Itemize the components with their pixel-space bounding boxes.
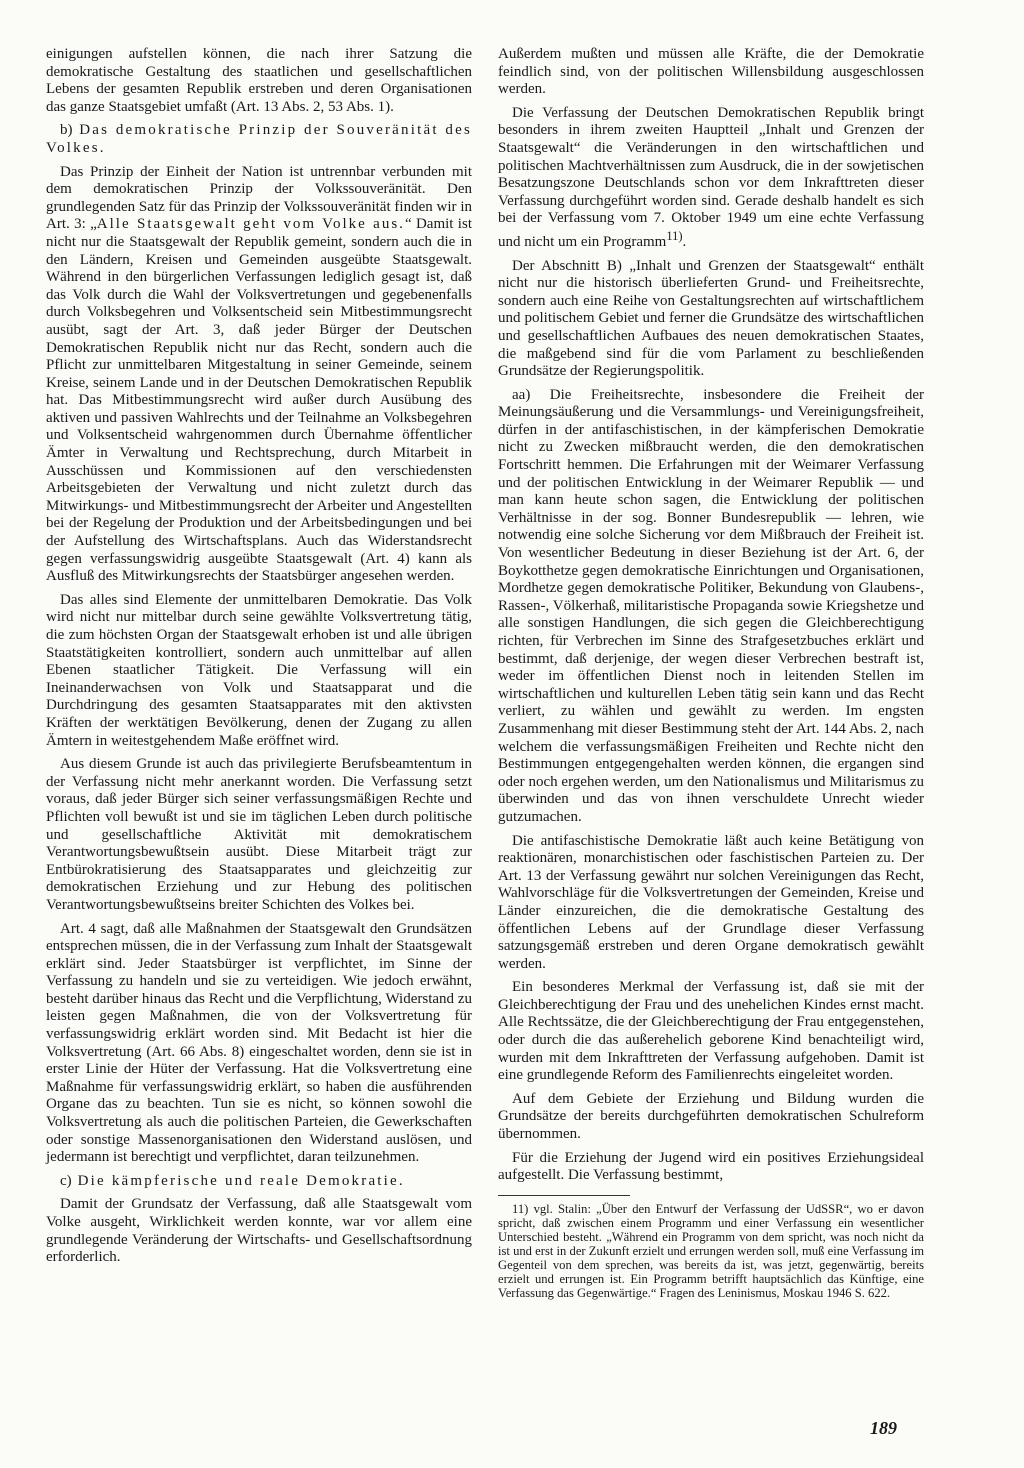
- paragraph: Auf dem Gebiete der Erziehung und Bildung wurden die Grundsätze der bereits durchgeführten demokratischen Schulreform übernommen.: [498, 1090, 924, 1143]
- section-heading-text: Die kämpferische und reale Demokratie.: [77, 1172, 405, 1189]
- section-heading-label: b): [60, 122, 73, 139]
- paragraph: Art. 4 sagt, daß alle Maßnahmen der Staatsgewalt den Grundsätzen entsprechen müssen, die in der Verfassung zum Inhalt der Staatsgewalt erklärt sind. Jeder Staatsbürger ist verpflichtet, im Sinne der Verfassung zu handeln und sie zu verteidigen. Wie jedoch erwähnt, besteht darüber hinaus das Recht und die Verpflichtung, Widerstand zu leisten gegen Maßnahmen, die von der Volksvertretung für verfassungswidrig erklärt worden sind. Mit Bedacht ist hier die Volksvertretung (Art. 66 Abs. 8) eingeschaltet worden, denn sie ist in erster Linie der Hüter der Verfassung. Hat die Volksvertretung eine Maßnahme für verfassungswidrig erklärt, so haben die ausführenden Organe das zu beachten. Tun sie es nicht, so können sowohl die Volksvertretung als auch die politischen Parteien, die Gewerkschaften oder sonstige Massenorganisationen den Widerstand auslösen, und jedermann ist berechtigt und verpflichtet, daran teilzunehmen.: [46, 920, 472, 1166]
- paragraph: Außerdem mußten und müssen alle Kräfte, die der Demokratie feindlich sind, von der politischen Willensbildung ausgeschlossen werden.: [498, 46, 924, 98]
- text-run: Das Prinzip der Einheit der Nation ist untrennbar verbunden mit dem demokratischen Prinzip der Volkssouveränität. Den grundlegenden Satz für das Prinzip der Volkssouveränität finden wir in Art. 3: „: [46, 163, 472, 233]
- paragraph: einigungen aufstellen können, die nach ihrer Satzung die demokratische Gestaltung des staatlichen und gesellschaftlichen Lebens der gesamten Republik erstreben und deren Organisationen das ganze Staatsgebiet umfaßt (Art. 13 Abs. 2, 53 Abs. 1).: [46, 46, 472, 115]
- section-heading-b: [46, 122, 472, 157]
- left-column: [46, 46, 472, 1267]
- page-number: 189: [870, 1418, 897, 1438]
- paragraph: Die antifaschistische Demokratie läßt auch keine Betätigung von reaktionären, monarchistischen oder faschistischen Parteien zu. Der Art. 13 der Verfassung gewährt nur solchen Vereinigungen das Recht, Wahlvorschläge für die Volksvertretungen der Gemeinden, Kreise und Länder einzureichen, die die demokratische Gestaltung des öffentlichen Lebens auf der Grundlage dieser Verfassung satzungsgemäß erstreben und deren Organe demokratisch gewählt werden.: [498, 832, 924, 972]
- footnote-divider: [498, 1195, 630, 1196]
- right-column: [498, 46, 924, 1300]
- paragraph: aa) Die Freiheitsrechte, insbesondere die Freiheit der Meinungsäußerung und die Versammlungs- und Vereinigungsfreiheit, dürfen in der antifaschistischen, in der kämpferischen Demokratie nicht zu Zwecken mißbraucht werden, die den demokratischen Fortschritt hemmen. Die Erfahrungen mit der Weimarer Verfassung und der politischen Entwicklung in der Weimarer Republik — und man kann heute schon sagen, die Entwicklung der politischen Verhältnisse in der sog. Bonner Bundesrepublik — lehren, wie notwendig eine solche Sicherung vor dem Mißbrauch der Freiheit ist. Von wesentlicher Bedeutung in dieser Beziehung ist der Art. 6, der Boykotthetze gegen demokratische Einrichtungen und Organisationen, Mordhetze gegen demokratische Politiker, Bekundung von Glaubens-, Rassen-, Völkerhaß, militaristische Propaganda sowie Kriegshetze und alle sonstigen Handlungen, die sich gegen die Gleichberechtigung richten, für Verbrechen im Sinne des Strafgesetzbuches erklärt und bestimmt, daß derjenige, der wegen dieser Verbrechen bestraft ist, weder im öffentlichen Dienst noch in leitenden Stellen im wirtschaftlichen und kulturellen Leben tätig sein kann und das Recht verliert, zu wählen und gewählt zu werden. Im engsten Zusammenhang mit dieser Bestimmung steht der Art. 144 Abs. 2, nach welchem die verfassungsmäßigen Freiheiten und Rechte nicht den Bestimmungen entgegengehalten werden können, die ergangen sind oder noch ergehen werden, um den Nationalismus und Militarismus zu überwinden und das von ihnen verschuldete Unrecht wieder gutzumachen.: [498, 386, 924, 825]
- paragraph: [46, 164, 472, 586]
- footnote-reference: 11): [666, 228, 683, 243]
- paragraph: Aus diesem Grunde ist auch das privilegierte Berufsbeamtentum in der Verfassung nicht mehr anerkannt worden. Die Verfassung setzt voraus, daß jeder Bürger sich seiner verfassungsmäßigen Rechte und Pflichten voll bewußt ist und sie im täglichen Leben durch politische und gesellschaftliche Aktivität mit demokratischem Verantwortungsbewußtsein ausübt. Diese Mitarbeit trägt zur Entbürokratisierung des Staatsapparates und gleichzeitig zur demokratischen Erziehung und zur Hebung des politischen Verantwortungsbewußtseins breiter Schichten des Volkes bei.: [46, 756, 472, 913]
- paragraph: Damit der Grundsatz der Verfassung, daß alle Staatsgewalt vom Volke ausgeht, Wirklichkeit werden konnte, war vor allem eine grundlegende Veränderung der Wirtschafts- und Gesellschaftsordnung erforderlich.: [46, 1196, 472, 1266]
- paragraph: [498, 105, 924, 252]
- section-heading-c: [46, 1173, 472, 1191]
- footnote: 11) vgl. Stalin: „Über den Entwurf der Verfassung der UdSSR“, wo er davon spricht, daß zwischen einem Programm und einer Verfassung ein wesentlicher Unterschied besteht. „Während ein Programm von dem spricht, was noch nicht da ist und erst in der Zukunft erzielt und errungen werden soll, muß eine Verfassung im Gegenteil von dem sprechen, was bereits da ist, was jetzt, gegenwärtig, bereits erzielt und errungen ist. Ein Programm betrifft hauptsächlich das Künftige, eine Verfassung das Gegenwärtige.“ Fragen des Leninismus, Moskau 1946 S. 622.: [498, 1201, 924, 1300]
- section-heading-text: Das demokratische Prinzip der Souveränität des Volkes.: [46, 122, 472, 156]
- section-heading-label: c): [60, 1172, 72, 1189]
- text-run: “ Damit ist nicht nur die Staatsgewalt der Republik gemeint, sondern auch die in den Ländern, Kreisen und Gemeinden ausgeübte Staatsgewalt. Während in den bürgerlichen Verfassungen lediglich gesagt ist, daß das Volk durch die Wahl der Volksvertretungen und gegebenenfalls durch Volksbegehren und Volksentscheid sein Mitbestimmungsrecht ausübt, sagt der Art. 3, daß jeder Bürger der Deutschen Demokratischen Republik nicht nur das Recht, sondern auch die Pflicht zur unmittelbaren Mitgestaltung in seiner Gemeinde, seinem Kreise, seinem Lande und in der Deutschen Demokratischen Republik hat. Das Mitbestimmungsrecht wird außer durch Ausübung des aktiven und passiven Wahlrechts und der Teilnahme an Volksbegehren und Volksentscheid wahrgenommen durch Übernahme öffentlicher Ämter in Verwaltung und Rechtsprechung, durch Mitarbeit in Ausschüssen und Kommissionen auf den verschiedensten Arbeitsgebieten der Verwaltung und nicht zuletzt durch das Mitwirkungs- und Mitbestimmungsrecht der Arbeiter und Angestellten bei der Regelung der Produktion und der Arbeitsbedingungen und bei der Aufstellung des Wirtschaftsplans. Auch das Widerstandsrecht gegen verfassungswidrig ausgeübte Staatsgewalt (Art. 4) kann als Ausfluß des Mitwirkungsrechts der Staatsbürger angesehen werden.: [46, 216, 472, 585]
- text-run: .: [682, 233, 687, 250]
- paragraph: Ein besonderes Merkmal der Verfassung ist, daß sie mit der Gleichberechtigung der Frau und des unehelichen Kindes ernst macht. Alle Rechtssätze, die der Gleichberechtigung der Frau entgegenstehen, oder durch die das außerehelich geborene Kind benachteiligt wird, wurden mit dem Inkrafttreten der Verfassung aufgehoben. Damit ist eine grundlegende Reform des Familienrechts eingeleitet worden.: [498, 979, 924, 1084]
- paragraph: Das alles sind Elemente der unmittelbaren Demokratie. Das Volk wird nicht nur mittelbar durch seine gewählte Volksvertretung tätig, die zum höchsten Organ der Staatsgewalt erhoben ist und alle übrigen Staatstätigkeiten kontrolliert, sondern auch unmittelbar auf allen Ebenen staatlicher Tätigkeit. Die Verfassung will ein Ineinanderwachsen von Volk und Staatsapparat und die Durchdringung des gesamten Staatsapparates mit den aktivsten Kräften der werktätigen Bevölkerung, denen der Zugang zu allen Ämtern in weitestgehendem Maße eröffnet wird.: [46, 591, 472, 749]
- paragraph: Der Abschnitt B) „Inhalt und Grenzen der Staatsgewalt“ enthält nicht nur die historisch überlieferten Grund- und Freiheitsrechte, sondern auch eine Reihe von Gestaltungsrechten auf wirtschaftlichem und politischem Gebiet und ferner die Grundsätze des wirtschaftlichen und gesellschaftlichen Aufbaues des neuen demokratischen Staates, die maßgebend sind für die vom Parlament zu beschließenden Grundsätze der Regierungspolitik.: [498, 257, 924, 380]
- emphasized-quote: Alle Staatsgewalt geht vom Volke aus.: [96, 216, 405, 233]
- paragraph: Für die Erziehung der Jugend wird ein positives Erziehungsideal aufgestellt. Die Verfassung bestimmt,: [498, 1149, 924, 1184]
- text-run: Die Verfassung der Deutschen Demokratischen Republik bringt besonders in ihrem zweiten Hauptteil „Inhalt und Grenzen der Staatsgewalt“ die Veränderungen in den wirtschaftlichen und politischen Machtverhältnissen zum Ausdruck, die in der sowjetischen Besatzungszone Deutschlands schon vor dem Inkrafttreten dieser Verfassung durchgeführt worden sind. Gerade deshalb handelt es sich bei der Verfassung vom 7. Oktober 1949 um eine echte Verfassung und nicht um ein Programm: [498, 104, 924, 250]
